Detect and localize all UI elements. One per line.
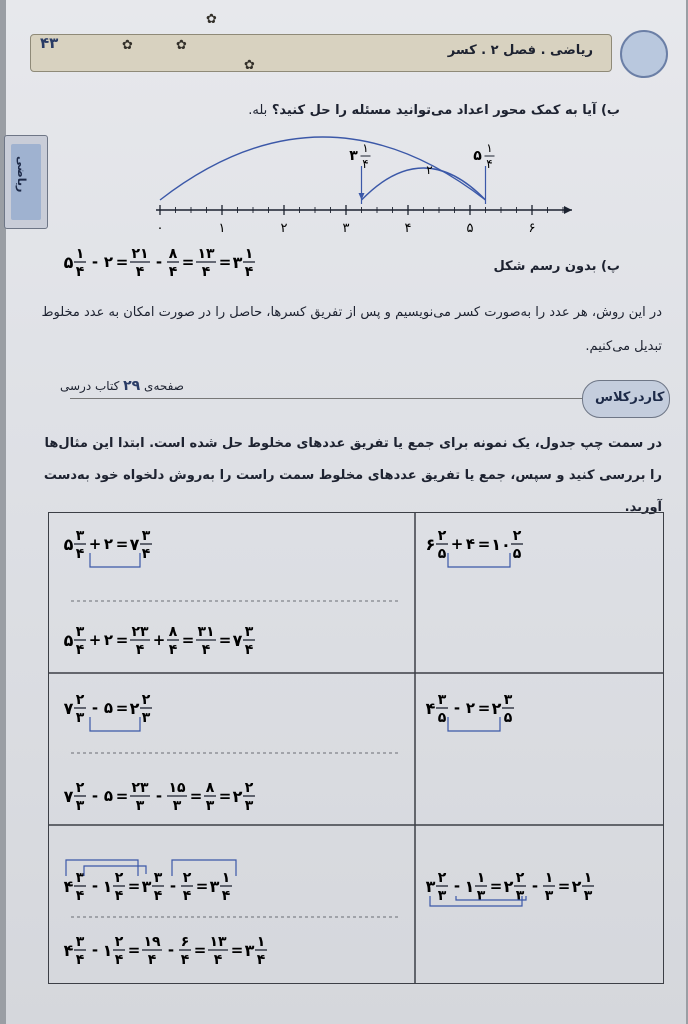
fraction-denominator: ۴ [201, 264, 211, 280]
fraction-numerator: ۲ [512, 528, 522, 544]
fraction-denominator: ۳ [244, 798, 254, 814]
operator: = [218, 631, 232, 649]
mixed-whole: ۷ [63, 699, 74, 718]
whole-number: ۲ [465, 699, 476, 717]
reference-page: ۲۹ [123, 378, 141, 394]
mixed-whole: ۳ [244, 941, 255, 960]
method-paragraph: در این روش، هر عدد را به‌صورت کسر می‌نویسیم و پس از تفریق کسرها، حاصل را در صورت امکان به عدد مخلوط تبدیل می‌کنیم. [41, 305, 662, 354]
fraction-denominator: ۳ [515, 888, 525, 904]
fraction-denominator: ۴ [135, 642, 145, 658]
whole-number: ۲ [103, 535, 114, 553]
fraction-denominator: ۳ [75, 710, 85, 726]
fraction-numerator: ۱ [256, 934, 266, 950]
operator: = [181, 253, 195, 271]
fraction-numerator: ۳ [503, 692, 513, 708]
mixed-whole: ۲ [491, 699, 502, 718]
mixed-whole: ۵ [63, 631, 74, 650]
fraction-denominator: ۳ [544, 888, 554, 904]
fraction-numerator: ۲ [515, 870, 525, 886]
fraction-numerator: ۳ [437, 692, 447, 708]
fraction-denominator: ۴ [153, 888, 163, 904]
fraction-denominator: ۴ [168, 264, 178, 280]
side-tab [4, 135, 48, 229]
question-b-answer: بله. [248, 103, 268, 118]
tick-label: ۶ [528, 221, 536, 234]
fraction-denominator: ۴ [256, 952, 266, 968]
operator: = [115, 535, 129, 553]
mixed-whole: ۳ [425, 877, 436, 896]
fraction-numerator: ۲ [141, 692, 151, 708]
mixed-whole: ۴ [425, 699, 436, 718]
page-number: ۴۳ [40, 34, 59, 52]
operator: + [152, 631, 166, 649]
tick-label: ۰ [156, 221, 164, 234]
fraction-numerator: ۱۳ [209, 934, 227, 950]
fraction-denominator: ۴ [75, 952, 85, 968]
whole-number: ۲ [103, 631, 114, 649]
operator: = [127, 941, 141, 959]
operator: = [115, 699, 129, 717]
tick-label: ۱ [218, 221, 226, 234]
bee-icon: ✿ [206, 12, 217, 27]
operator: - [91, 253, 99, 271]
operator: = [230, 941, 244, 959]
mixed-whole: ۵ [63, 253, 74, 272]
fraction-numerator: ۸ [205, 780, 215, 796]
fraction-denominator: ۴ [201, 642, 211, 658]
textbook-reference [60, 378, 184, 394]
mixed-whole: ۳ [141, 877, 152, 896]
mixed-whole: ۶ [425, 535, 436, 554]
fraction-numerator: ۱ [544, 870, 554, 886]
exercise-3-solution [424, 864, 654, 904]
whole-number: ۵ [103, 699, 114, 717]
mixed-whole: ۱ [464, 877, 475, 896]
mixed-whole: ۲ [571, 877, 582, 896]
example-3-solution [62, 864, 362, 904]
exercise-2-solution [424, 686, 644, 726]
right-value-den: ۴ [486, 157, 493, 171]
question-p: پ) بدون رسم شکل [493, 259, 620, 274]
operator: - [91, 941, 99, 959]
operator: = [115, 631, 129, 649]
mixed-whole: ۲ [503, 877, 514, 896]
fraction-denominator: ۵ [437, 546, 447, 562]
fraction-numerator: ۲۱ [131, 246, 149, 262]
fraction-numerator: ۸ [168, 624, 178, 640]
karclass-badge [582, 380, 670, 418]
reference-post: کتاب درسی [60, 379, 120, 393]
number-line-diagram [140, 128, 590, 234]
fraction-denominator: ۴ [221, 888, 231, 904]
tick-label: ۵ [466, 221, 474, 234]
section-divider [70, 398, 610, 399]
fraction-denominator: ۳ [135, 798, 145, 814]
fraction-denominator: ۴ [180, 952, 190, 968]
operator: = [127, 877, 141, 895]
fraction-numerator: ۱ [221, 870, 231, 886]
operator: = [115, 253, 129, 271]
example-3-fraction-method [62, 928, 362, 968]
mixed-whole: ۱ [102, 877, 113, 896]
operator: - [155, 787, 163, 805]
fraction-numerator: ۳ [75, 934, 85, 950]
bee-icon: ✿ [122, 38, 133, 53]
fraction-denominator: ۴ [75, 546, 85, 562]
example-2-fraction-method [62, 774, 362, 814]
mixed-whole: ۲ [129, 699, 140, 718]
operator: = [218, 787, 232, 805]
fraction-numerator: ۲ [244, 780, 254, 796]
fraction-denominator: ۳ [141, 710, 151, 726]
example-1-fraction-method [62, 618, 362, 658]
operator: - [91, 877, 99, 895]
tick-label: ۲ [280, 221, 288, 234]
fraction-denominator: ۵ [512, 546, 522, 562]
formula-p-equation [62, 240, 352, 280]
tick-label: ۳ [342, 221, 350, 234]
fraction-numerator: ۳۱ [197, 624, 215, 640]
reference-pre: صفحه‌ی [144, 379, 184, 393]
whole-number: ۴ [465, 535, 476, 553]
operator: + [88, 535, 102, 553]
operator: = [477, 535, 491, 553]
fraction-numerator: ۳ [75, 528, 85, 544]
fraction-denominator: ۴ [213, 952, 223, 968]
table-lines [49, 513, 663, 983]
fraction-numerator: ۳ [75, 870, 85, 886]
fraction-denominator: ۴ [244, 264, 254, 280]
fraction-denominator: ۴ [114, 888, 124, 904]
fraction-numerator: ۲۳ [131, 624, 149, 640]
fraction-numerator: ۳ [75, 624, 85, 640]
fraction-denominator: ۳ [75, 798, 85, 814]
fraction-numerator: ۱۵ [168, 780, 186, 796]
fraction-numerator: ۱ [583, 870, 593, 886]
mixed-whole: ۲ [232, 787, 243, 806]
operator: = [115, 787, 129, 805]
example-2-solution [62, 686, 262, 726]
axis-arrow [564, 206, 572, 214]
mixed-whole: ۴ [63, 877, 74, 896]
fraction-denominator: ۴ [168, 642, 178, 658]
operator: - [531, 877, 539, 895]
tick-label: ۴ [404, 221, 412, 234]
operator: - [453, 877, 461, 895]
fraction-numerator: ۲ [75, 780, 85, 796]
fraction-denominator: ۳ [205, 798, 215, 814]
fraction-numerator: ۲ [114, 934, 124, 950]
operator: = [477, 699, 491, 717]
fraction-denominator: ۳ [583, 888, 593, 904]
fraction-numerator: ۲ [437, 528, 447, 544]
operator: - [453, 699, 461, 717]
mixed-whole: ۱ [102, 941, 113, 960]
operator: - [167, 941, 175, 959]
mixed-whole: ۷ [129, 535, 140, 554]
question-b [248, 103, 620, 118]
bee-icon: ✿ [244, 58, 255, 73]
mascot-logo-icon [620, 30, 668, 78]
fraction-denominator: ۴ [114, 952, 124, 968]
exercise-intro: در سمت چپ جدول، یک نمونه برای جمع یا تفریق عددهای مخلوط حل شده است. ابتدا این مثال‌ها را بررسی کنید و سپس، جمع یا تفریق عددهای مخلوط سمت راست را به‌روش دلخواه خود به‌دست آورید. [43, 436, 662, 515]
fraction-numerator: ۳ [141, 528, 151, 544]
fraction-numerator: ۲ [75, 692, 85, 708]
operator: = [189, 787, 203, 805]
operator: = [489, 877, 503, 895]
fraction-numerator: ۸ [168, 246, 178, 262]
fraction-denominator: ۴ [75, 888, 85, 904]
chapter-title: ریاضی . فصل ۲ . کسر [447, 43, 593, 58]
example-1-solution [62, 522, 262, 562]
mixed-whole: ۳ [209, 877, 220, 896]
fraction-denominator: ۴ [141, 546, 151, 562]
fraction-numerator: ۲ [437, 870, 447, 886]
fraction-denominator: ۵ [437, 710, 447, 726]
fraction-numerator: ۲ [182, 870, 192, 886]
right-value-num: ۱ [486, 141, 493, 155]
side-tab-label: ریاضی [15, 156, 28, 193]
mixed-whole: ۳ [232, 253, 243, 272]
left-value-whole: ۳ [349, 148, 358, 164]
fraction-denominator: ۴ [75, 264, 85, 280]
operator: - [169, 877, 177, 895]
fraction-denominator: ۴ [147, 952, 157, 968]
arc-whole [160, 137, 486, 200]
header-band [30, 34, 612, 72]
fraction-numerator: ۱ [476, 870, 486, 886]
operator: - [155, 253, 163, 271]
fraction-denominator: ۴ [182, 888, 192, 904]
right-value-whole: ۵ [473, 148, 482, 164]
operator: = [193, 941, 207, 959]
mixed-whole: ۷ [63, 787, 74, 806]
fraction-denominator: ۳ [172, 798, 182, 814]
fraction-numerator: ۲۳ [131, 780, 149, 796]
fraction-numerator: ۶ [180, 934, 190, 950]
mixed-whole: ۷ [232, 631, 243, 650]
operator: - [91, 787, 99, 805]
left-value-num: ۱ [362, 141, 369, 155]
fraction-numerator: ۲ [114, 870, 124, 886]
fraction-denominator: ۴ [75, 642, 85, 658]
whole-number: ۲ [103, 253, 114, 271]
whole-number: ۵ [103, 787, 114, 805]
fraction-denominator: ۴ [135, 264, 145, 280]
mixed-whole: ۵ [63, 535, 74, 554]
question-b-text: ب) آیا به کمک محور اعداد می‌توانید مسئله را حل کنید؟ [271, 103, 620, 118]
operator: = [218, 253, 232, 271]
fraction-denominator: ۵ [503, 710, 513, 726]
operator: = [557, 877, 571, 895]
arc-jump [362, 168, 486, 200]
mixed-whole: ۴ [63, 941, 74, 960]
fraction-numerator: ۱۹ [143, 934, 161, 950]
bee-icon: ✿ [176, 38, 187, 53]
exercise-1-solution [424, 522, 644, 562]
fraction-denominator: ۳ [437, 888, 447, 904]
fraction-numerator: ۳ [153, 870, 163, 886]
fraction-numerator: ۳ [244, 624, 254, 640]
fraction-denominator: ۴ [244, 642, 254, 658]
operator: + [88, 631, 102, 649]
karclass-label: کاردرکلاس [595, 390, 665, 405]
operator: = [181, 631, 195, 649]
fraction-numerator: ۱ [75, 246, 85, 262]
mixed-whole: ۱۰ [491, 535, 511, 554]
operator: + [450, 535, 464, 553]
fraction-denominator: ۳ [476, 888, 486, 904]
left-value-den: ۴ [362, 157, 369, 171]
operator: = [195, 877, 209, 895]
jump-label: ۲ [426, 163, 433, 177]
exercise-table [48, 512, 664, 984]
fraction-numerator: ۱ [244, 246, 254, 262]
fraction-numerator: ۱۳ [197, 246, 215, 262]
operator: - [91, 699, 99, 717]
